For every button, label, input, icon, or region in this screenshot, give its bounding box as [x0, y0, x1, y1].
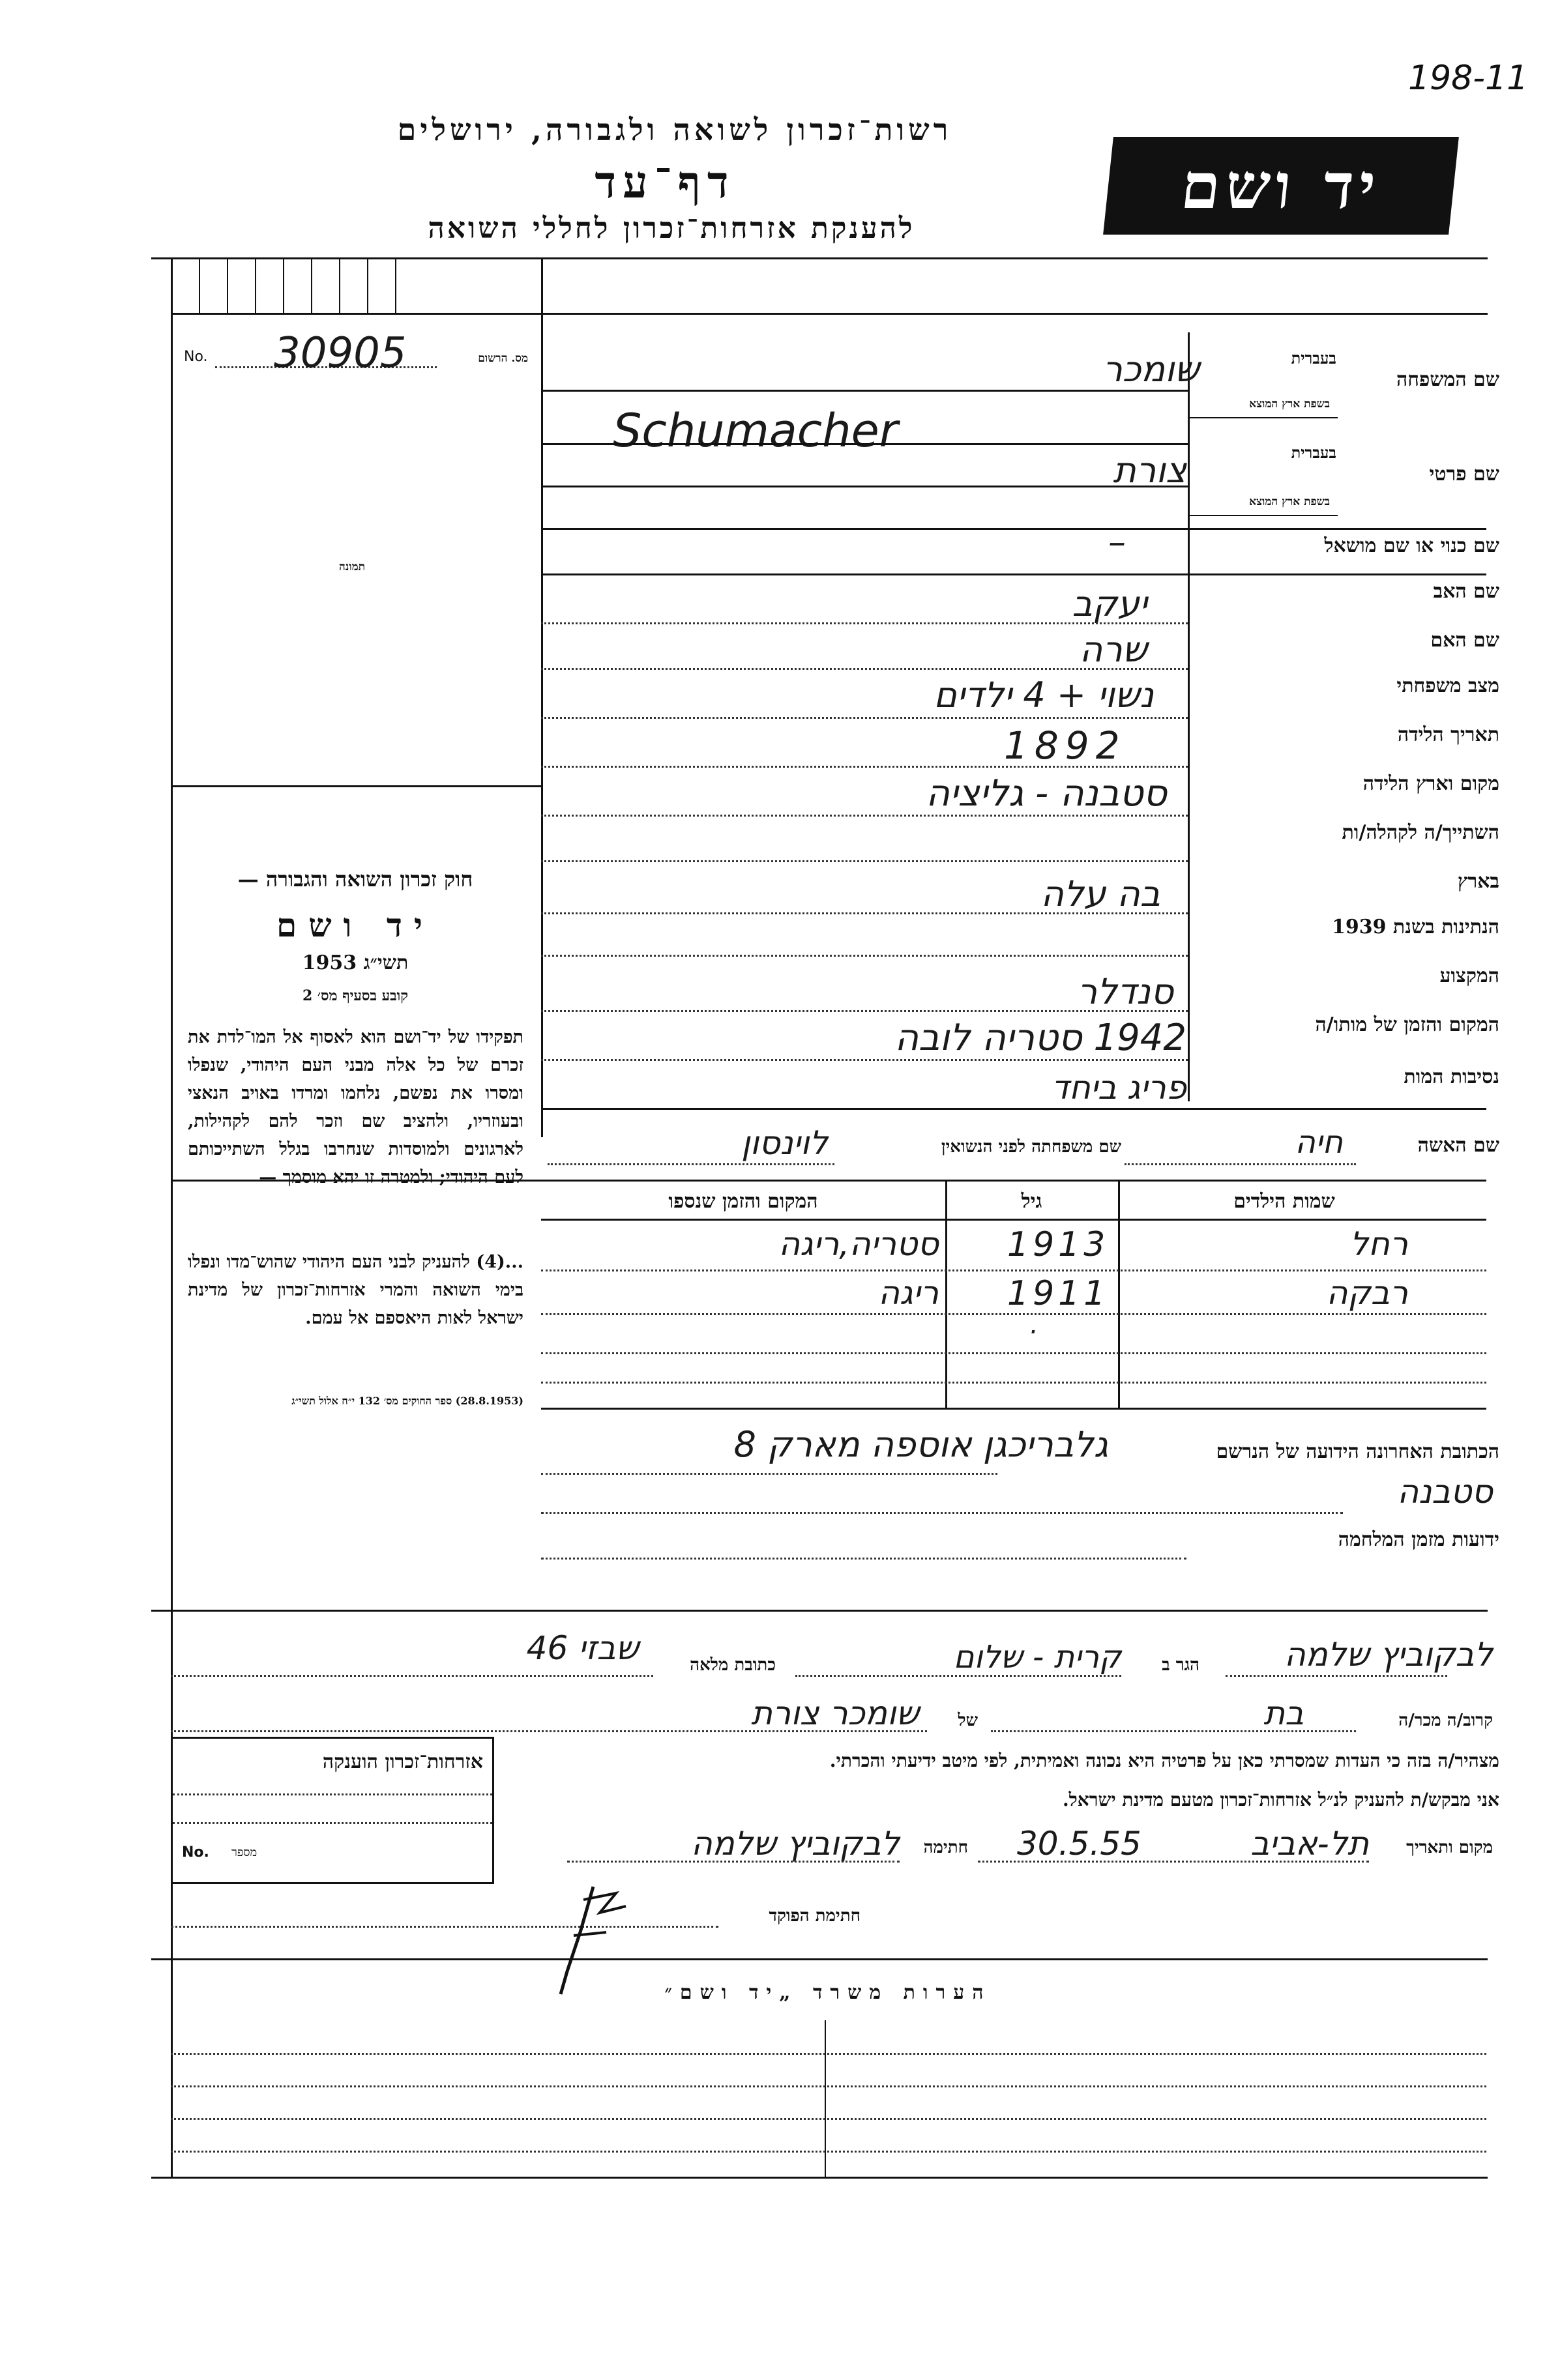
community-label: השתייך/ה לקהלה/ות [1342, 821, 1499, 844]
surname-origin-value: Schumacher [613, 404, 898, 457]
declarant-residing-value: קרית - שלום [953, 1639, 1121, 1676]
marital-status-value: נשוי + 4 ילדים [934, 675, 1154, 716]
declarant-address-label: כתובת מלאה [690, 1655, 776, 1675]
death-place-time-value: 1942 סטריה לובה [894, 1017, 1186, 1059]
profession-label: המקצוע [1439, 965, 1499, 987]
children-place-header: המקום והזמן שנספו [668, 1190, 818, 1213]
declaration-text: מצהיר/ה בזה כי העדות שמסרתי כאן על פרטיה היא נכונה ואמיתית, לפי מיטב ידיעתי והכרתי. [829, 1750, 1499, 1771]
relation-value: בת [1263, 1694, 1304, 1732]
child-age: 1911 [1007, 1274, 1110, 1313]
registration-no-label: No. [184, 349, 208, 365]
date-value: 30.5.55 [1017, 1825, 1141, 1863]
profession-value: סנדלר [1077, 971, 1173, 1012]
photo-label: תמונה [338, 560, 366, 573]
certificate-box-title: אזרחות־זכרון הוענקה [322, 1750, 483, 1773]
place-date-value: תל-אביב [1250, 1825, 1369, 1863]
law-clause-ref: קובע בסעיף מס׳ 2 [302, 987, 409, 1004]
law-title: חוק זכרון השואה והגבורה — [237, 867, 473, 892]
request-text: אני מבקש/ת להעניק לנ״ל אזרחות־זכרון מטעם מדינת ישראל. [1062, 1789, 1499, 1810]
child-place: סטריה,ריגה [778, 1225, 939, 1263]
form-subtitle: להענקת אזרחות־זכרון לחללי השואה [428, 212, 915, 245]
country-label: בארץ [1457, 870, 1499, 893]
corner-number: 198-11 [1408, 59, 1529, 98]
country-value: בה עלה [1040, 873, 1160, 914]
death-place-time-label: המקום והזמן של מותו/ה [1315, 1013, 1499, 1036]
birth-date-value: 1892 [1004, 723, 1126, 768]
mother-name-value: שרה [1079, 629, 1147, 670]
certificate-box [171, 1737, 494, 1884]
given-name-origin-sublabel: בשפת ארץ המוצא [1249, 495, 1330, 508]
birth-place-label: מקום וארץ הלידה [1362, 772, 1499, 795]
logo-text: יד ושם [1177, 149, 1385, 223]
officer-signature-label: חתימת הפוקד [769, 1906, 861, 1926]
children-names-header: שמות הילדים [1233, 1190, 1335, 1213]
of-label: של [958, 1711, 978, 1730]
child-age: . [1030, 1310, 1038, 1340]
declarant-name-value: לבקוביץ שלמה [1284, 1636, 1493, 1674]
birth-place-value: סטבנה - גליציה [926, 772, 1167, 815]
relation-label: קרוב/ה מכר/ה [1398, 1711, 1493, 1730]
yad-vashem-logo [1103, 137, 1459, 235]
registration-label: מס. הרשום [478, 352, 528, 365]
authority-title: רשות־זכרון לשואה ולגבורה, ירושלים [397, 112, 952, 147]
child-age: 1913 [1007, 1225, 1110, 1264]
signature-label: חתימה [923, 1838, 968, 1857]
wartime-label: ידועות מזמן המלחמה [1338, 1528, 1499, 1551]
child-place: ריגה [878, 1274, 939, 1312]
law-footer: (28.8.1953) ספר החוקים מס׳ 132 י״ח אלול תשי״ג [291, 1395, 523, 1407]
death-circumstances-value: פריג ביחד [1051, 1069, 1186, 1107]
spouse-maiden-value: לוינסון [741, 1124, 828, 1162]
child-name: רחל [1349, 1225, 1408, 1263]
declarant-address-value: שבזי 46 [526, 1629, 639, 1667]
given-name-hebrew-sublabel: בעברית [1291, 443, 1336, 462]
signature-value: לבקוביץ שלמה [691, 1825, 900, 1863]
declarant-residing-label: הגר ב [1162, 1655, 1199, 1675]
last-address-value-line2: סטבנה [1397, 1473, 1493, 1511]
surname-label: שם המשפחה [1396, 368, 1499, 391]
law-text-main: תפקידו של יד־ושם הוא לאסוף אל המו־לדת את זכרם של כל אלה מבני העם היהודי, שנפלו ומסרו את נפשם, נלחמו ומרדו באויב הנאצי ובעוזריו, ולהציב שם וזכר להם לקהילות, לארגונים ולמוסדות שנחרבו בגלל השתייכותם לעם היהודי; ולמטרה זו יהא מוסמך — [188, 1027, 523, 1187]
children-age-header: גיל [1021, 1190, 1042, 1213]
father-name-label: שם האב [1433, 580, 1499, 603]
birth-date-label: תאריך הלידה [1397, 723, 1499, 746]
mother-name-label: שם האם [1430, 629, 1499, 652]
given-name-hebrew-value: צורת [1113, 450, 1186, 491]
office-notes-label: הערות משרד „יד ושם״ [664, 1981, 992, 2004]
certificate-no-label: No. [182, 1844, 209, 1861]
surname-origin-sublabel: בשפת ארץ המוצא [1249, 398, 1330, 411]
last-address-label: הכתובת האחרונה הידועה של הנרשם [1216, 1440, 1499, 1463]
surname-hebrew-sublabel: בעברית [1291, 349, 1336, 368]
citizenship-1939-label: הנתינות בשנת 1939 [1331, 916, 1499, 938]
spouse-maiden-label: שם משפחתה לפני הנשואין [941, 1137, 1121, 1157]
father-name-value: יעקב [1072, 583, 1147, 624]
law-year: תשי״ג 1953 [302, 951, 409, 974]
death-circumstances-label: נסיבות המות [1404, 1066, 1499, 1088]
law-name: יד ושם [276, 906, 434, 944]
surname-hebrew-value: שומכר [1102, 349, 1199, 390]
certificate-num-label: מספר [231, 1846, 258, 1859]
law-text-clause: ...(4) להעניק לבני העם היהודי שהוש־מדו ונפלו בימי השואה והמרי אזרחות־זכרון של מדינת ישראל לאות היאספם אל עמם. [188, 1252, 523, 1328]
spouse-label: שם האשה [1417, 1134, 1499, 1157]
spouse-value: חיה [1295, 1124, 1343, 1161]
registration-number: 30905 [274, 329, 407, 377]
form-title: דף־עד [595, 156, 735, 209]
nickname-value: – [1108, 521, 1126, 562]
given-name-label: שם פרטי [1429, 463, 1499, 486]
of-value: שומכר צורת [751, 1694, 919, 1732]
place-date-label: מקום ותאריך [1406, 1838, 1493, 1857]
nickname-label: שם כנוי או שם מושאל [1324, 534, 1499, 557]
child-name: רבקה [1326, 1274, 1408, 1312]
last-address-value: גלבריכגן אוספה מארק 8 [733, 1424, 1108, 1465]
marital-status-label: מצב משפחתי [1396, 675, 1499, 697]
